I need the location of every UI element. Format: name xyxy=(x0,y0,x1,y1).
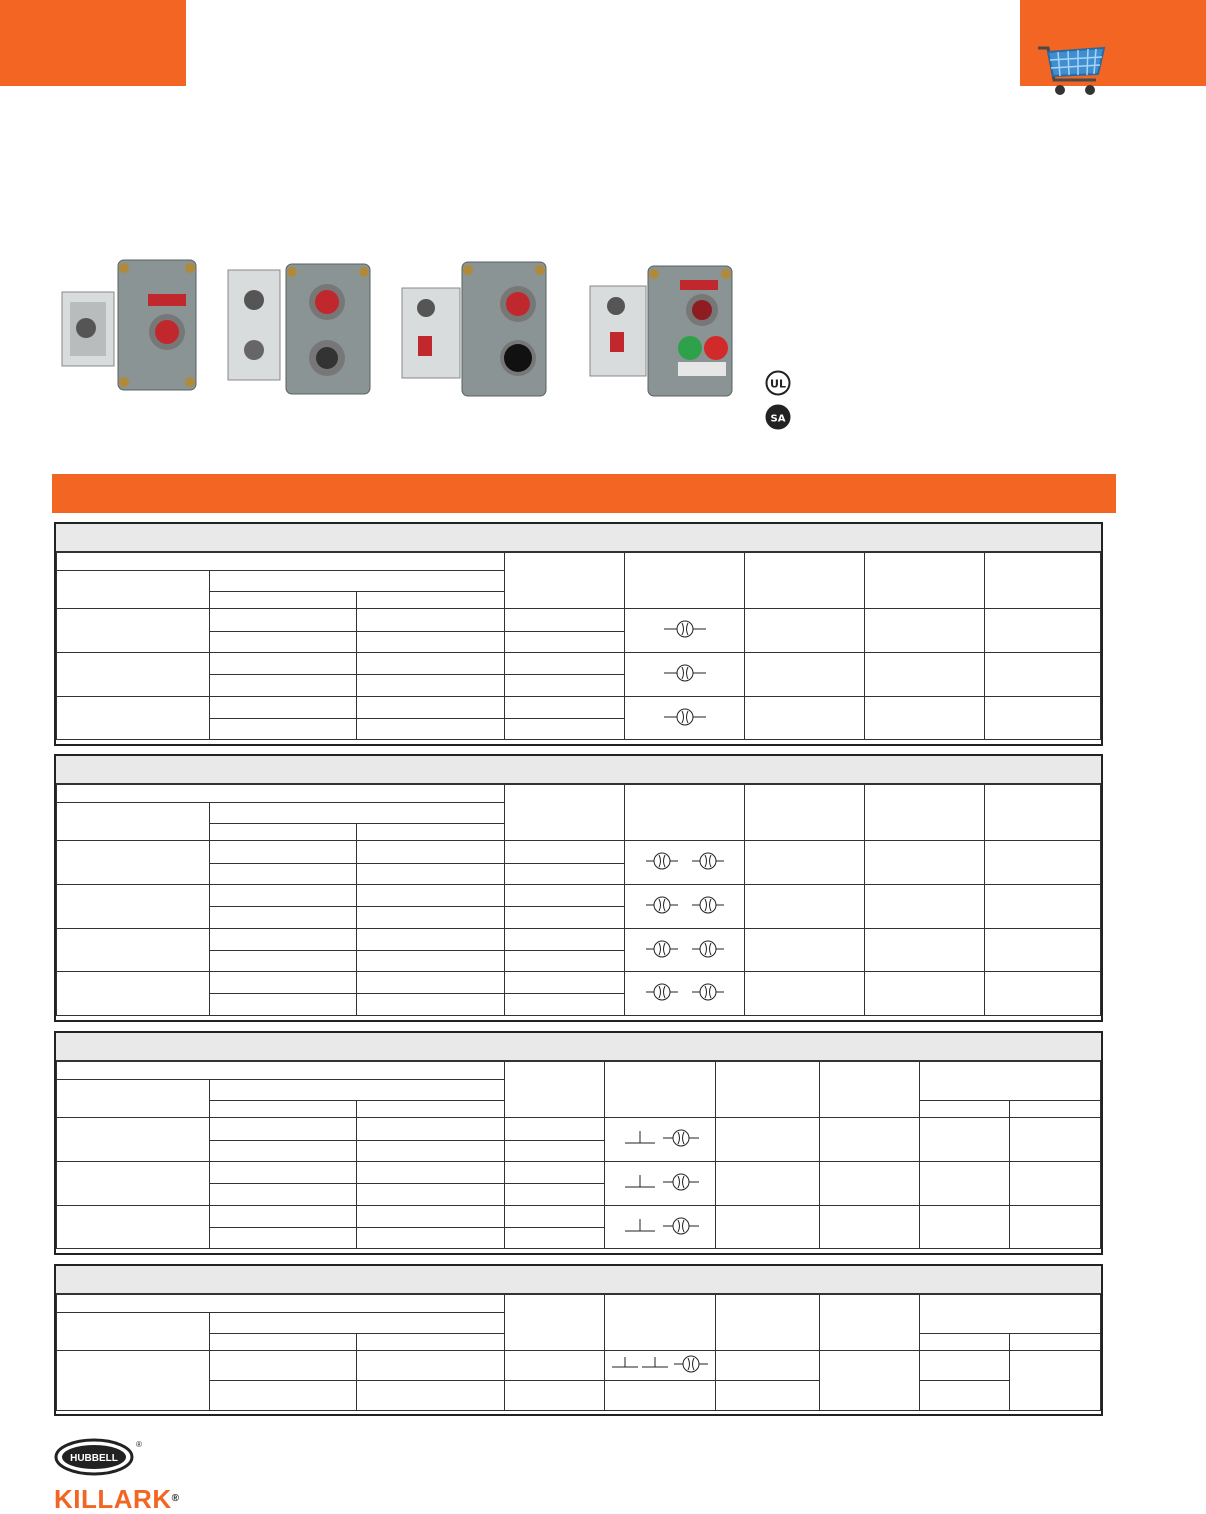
dual-pilot-lamp-symbol-icon xyxy=(640,894,730,916)
dual-pilot-lamp-symbol-icon xyxy=(640,981,730,1003)
registered-mark: ® xyxy=(171,1493,180,1504)
spec-table xyxy=(56,552,1101,740)
product-photo-lamp-start-stop xyxy=(586,262,736,400)
csa-certification-mark-icon xyxy=(765,404,791,430)
spec-table xyxy=(56,1294,1101,1411)
product-photo-dual-pilot-light xyxy=(222,250,374,398)
spec-table xyxy=(56,1061,1101,1249)
svg-text:®: ® xyxy=(136,1440,142,1449)
svg-text:SA: SA xyxy=(770,413,786,425)
spec-table-section-4 xyxy=(54,1264,1103,1416)
product-photo-single-pilot-light xyxy=(52,252,202,400)
dual-pilot-lamp-symbol-icon xyxy=(640,938,730,960)
catalog-section-banner xyxy=(52,474,1116,513)
spec-table-section-3 xyxy=(54,1031,1103,1255)
header-tab-left xyxy=(0,0,186,86)
section-header xyxy=(56,524,1101,552)
svg-text:UL: UL xyxy=(770,377,786,391)
pilot-lamp-symbol-icon xyxy=(660,662,710,684)
ul-listing-mark-icon xyxy=(765,370,791,396)
section-header xyxy=(56,1266,1101,1294)
contact-and-lamp-symbol-icon xyxy=(615,1127,705,1149)
product-photo-lamp-pushbutton xyxy=(398,258,550,400)
dual-pilot-lamp-symbol-icon xyxy=(640,850,730,872)
shopping-cart-icon[interactable] xyxy=(1036,40,1108,100)
killark-wordmark: KILLARK xyxy=(54,1484,172,1514)
pilot-lamp-symbol-icon xyxy=(660,706,710,728)
section-header xyxy=(56,1033,1101,1061)
contact-and-lamp-symbol-icon xyxy=(615,1215,705,1237)
spec-table xyxy=(56,784,1101,1016)
contact-and-lamp-symbol-icon xyxy=(615,1171,705,1193)
brand-logo xyxy=(54,1437,179,1514)
pilot-lamp-symbol-icon xyxy=(660,618,710,640)
spec-table-section-2 xyxy=(54,754,1103,1022)
hubbell-logo-icon xyxy=(54,1437,144,1477)
dual-contact-and-lamp-symbol-icon xyxy=(608,1353,712,1375)
section-header xyxy=(56,756,1101,784)
spec-table-section-1 xyxy=(54,522,1103,746)
svg-text:HUBBELL: HUBBELL xyxy=(70,1453,118,1464)
